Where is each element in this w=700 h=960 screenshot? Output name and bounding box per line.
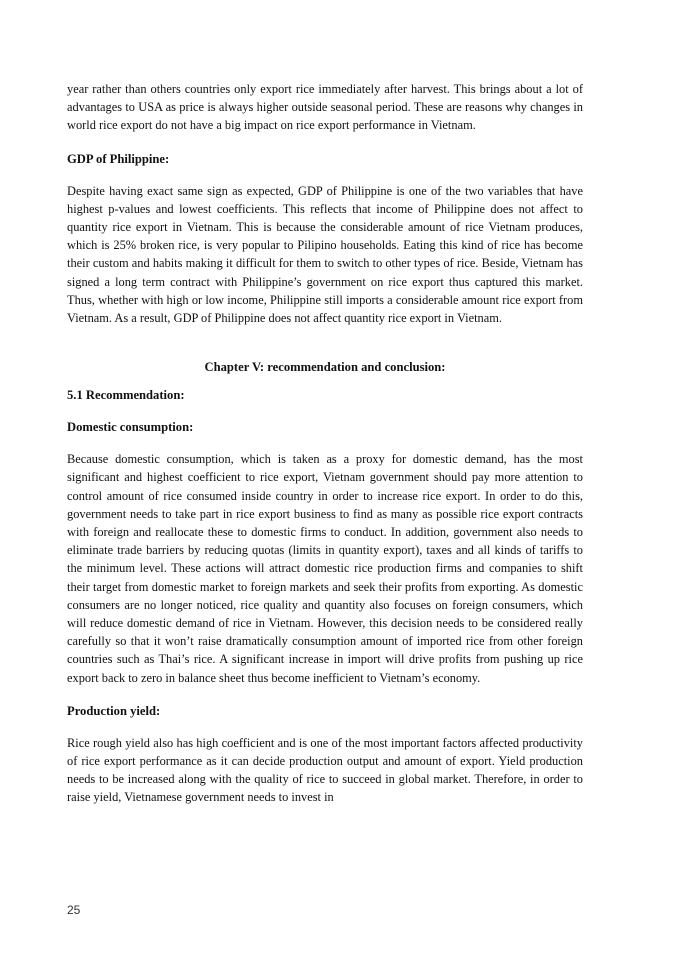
domestic-consumption-heading: Domestic consumption:	[67, 420, 194, 435]
chapter-title: Chapter V: recommendation and conclusion:	[204, 360, 446, 375]
page-number: 25	[67, 903, 81, 917]
gdp-philippine-heading: GDP of Philippine:	[67, 151, 170, 166]
domestic-consumption-paragraph: Because domestic consumption, which is taken as a proxy for domestic demand, has the most significant and highest coefficient to rice export, Vietnam government should pay more attention to control amount of rice consumed inside country in order to increase rice export. In order to do this, government needs to take part in rice export business to find as many as possible rice export contracts with foreign and reallocate these to domestic firms to conduct. In addition, government also needs to eliminate trade barriers by reducing quotas (limits in quantity export), taxes and all kinds of tariffs to the minimum level. These actions will attract domestic rice production firms and companies to shift their target from domestic market to foreign markets and seek their profits from exporting. As domestic consumers are no longer noticed, rice quality and quantity also focuses on foreign consumers, which will reduce domestic demand of rice in Vietnam. However, this decision needs to be considered really carefully so that it won’t raise dramatically consumption amount of imported rice from other foreign countries such as Thai’s rice. A significant increase in import will drive profits from pushing up rice export back to zero in balance sheet thus become inefficient to Vietnam’s economy.	[67, 452, 583, 685]
intro-paragraph: year rather than others countries only export rice immediately after harvest. This brings about a lot of advantages to USA as price is always higher outside seasonal period. These are reasons why changes in world rice export do not have a big impact on rice export performance in Vietnam.	[67, 82, 583, 133]
production-yield-paragraph: Rice rough yield also has high coefficient and is one of the most important factors affected productivity of rice export performance as it can decide production output and amount of export. Yield production needs to be increased along with the quality of rice to succeed in global market. Therefore, in order to raise yield, Vietnamese government needs to invest in	[67, 735, 583, 805]
production-yield-heading: Production yield:	[67, 703, 161, 718]
gdp-philippine-paragraph: Despite having exact same sign as expected, GDP of Philippine is one of the two variables that have highest p-values and lowest coefficients. This reflects that income of Philippine does not affect to quantity rice export in Vietnam. This is because the considerable amount of rice Vietnam produces, which is 25% broken rice, is very popular to Pilipino households. Eating this kind of rice has become their custom and habits making it difficult for them to switch to other types of rice. Beside, Vietnam has signed a long term contract with Philippine’s government on rice export thus captured this market. Thus, whether with high or low income, Philippine still imports a considerable amount rice export from Vietnam. As a result, GDP of Philippine does not affect quantity rice export in Vietnam.	[67, 183, 583, 326]
section-heading: 5.1 Recommendation:	[67, 388, 185, 403]
document-page	[67, 80, 583, 822]
